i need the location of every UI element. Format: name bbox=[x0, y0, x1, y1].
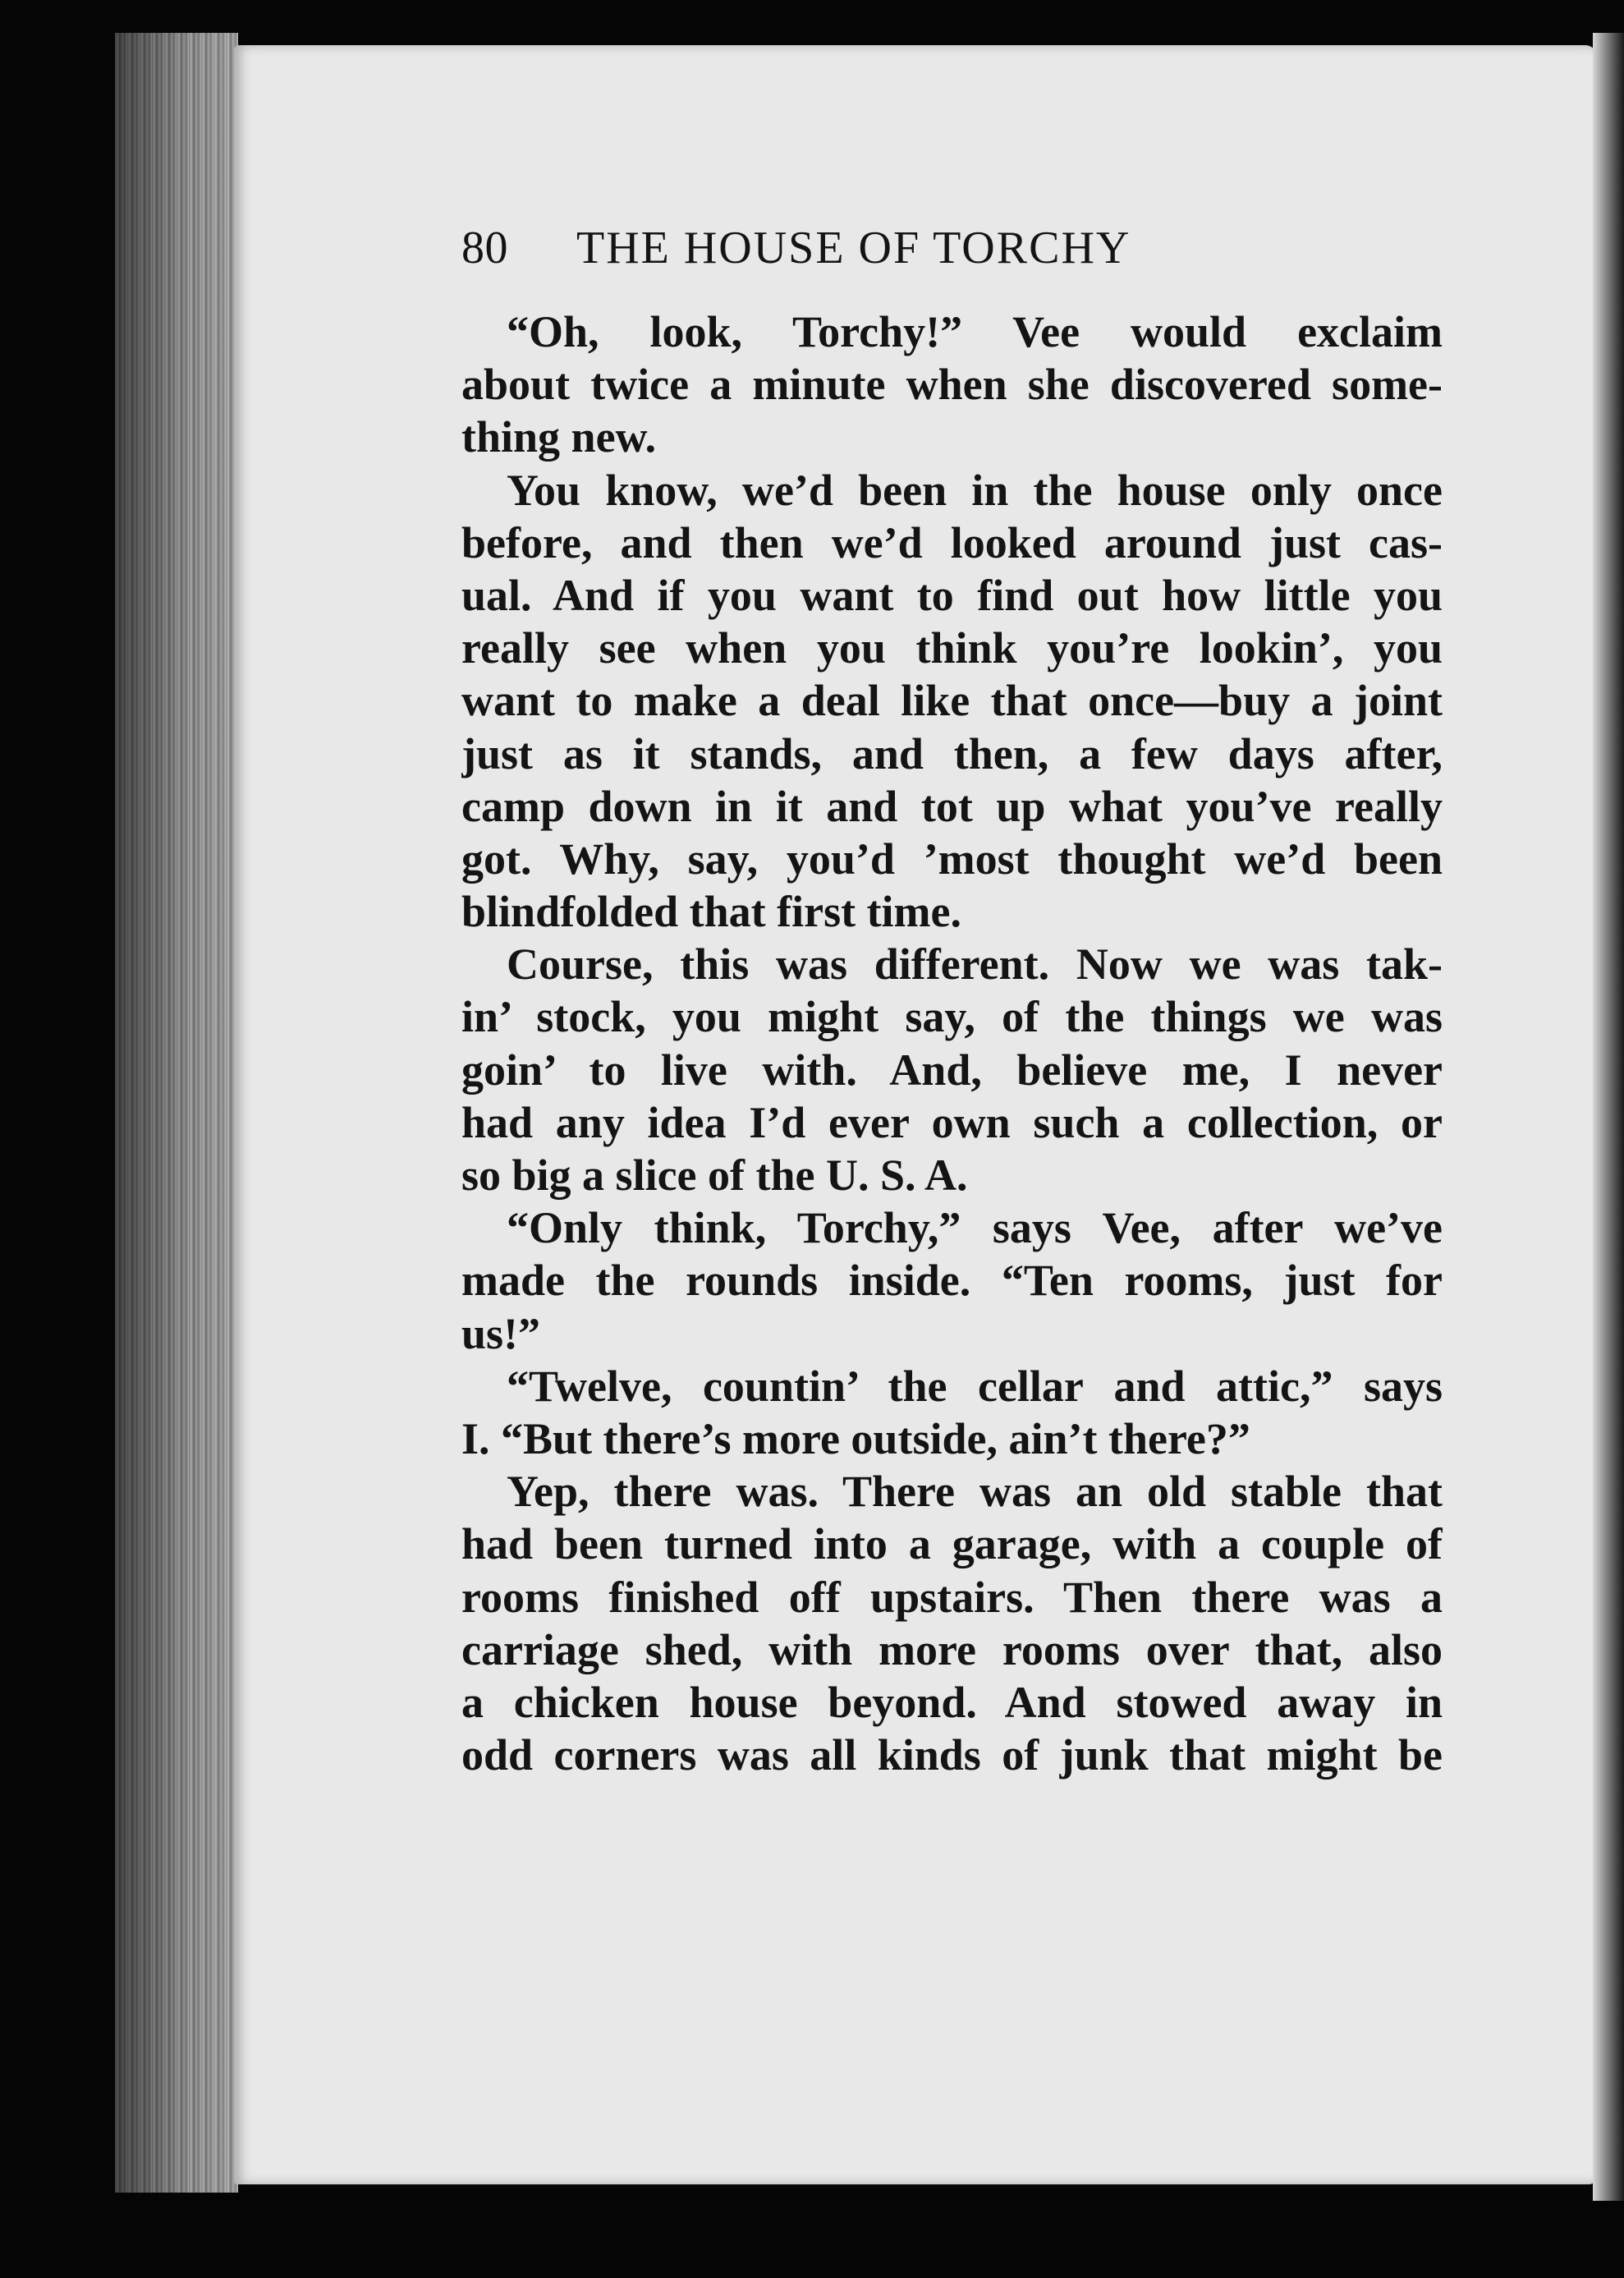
text-line: had been turned into a garage, with a couple of bbox=[461, 1519, 1443, 1569]
text-line: ual. And if you want to find out how little you bbox=[461, 570, 1443, 620]
book-title: THE HOUSE OF TORCHY bbox=[576, 223, 1131, 273]
text-line: so big a slice of the U. S. A. bbox=[461, 1150, 968, 1200]
text-line: thing new. bbox=[461, 412, 657, 462]
text-line: made the rounds inside. “Ten rooms, just for bbox=[461, 1256, 1443, 1306]
body-text bbox=[461, 305, 1443, 1781]
text-line: odd corners was all kinds of junk that might be bbox=[461, 1730, 1443, 1780]
page-text-block bbox=[461, 222, 1443, 1781]
text-line: Yep, there was. There was an old stable that bbox=[507, 1467, 1443, 1517]
text-line: just as it stands, and then, a few days after, bbox=[461, 728, 1443, 778]
text-line: “Only think, Torchy,” says Vee, after we’ve bbox=[507, 1203, 1443, 1253]
text-line: blindfolded that first time. bbox=[461, 887, 962, 937]
text-line: before, and then we’d looked around just cas- bbox=[461, 517, 1443, 567]
page-right-edge bbox=[1593, 33, 1624, 2201]
text-line: goin’ to live with. And, believe me, I never bbox=[461, 1045, 1443, 1095]
text-line: got. Why, say, you’d ’most thought we’d been bbox=[461, 834, 1443, 884]
text-line: want to make a deal like that once—buy a joint bbox=[461, 676, 1443, 726]
page-number: 80 bbox=[461, 223, 508, 273]
text-line: us!” bbox=[461, 1308, 541, 1358]
text-line: had any idea I’d ever own such a collection, or bbox=[461, 1097, 1443, 1147]
text-line: “Twelve, countin’ the cellar and attic,” says bbox=[507, 1361, 1443, 1411]
text-line: “Oh, look, Torchy!” Vee would exclaim bbox=[507, 307, 1443, 356]
text-line: really see when you think you’re lookin’, you bbox=[461, 623, 1443, 673]
text-line: in’ stock, you might say, of the things we was bbox=[461, 992, 1443, 1042]
text-line: carriage shed, with more rooms over that, also bbox=[461, 1624, 1443, 1674]
text-line: camp down in it and tot up what you’ve really bbox=[461, 781, 1443, 831]
text-line: about twice a minute when she discovered some- bbox=[461, 360, 1443, 410]
text-line: a chicken house beyond. And stowed away in bbox=[461, 1677, 1443, 1727]
text-line: You know, we’d been in the house only once bbox=[507, 465, 1443, 515]
text-line: I. “But there’s more outside, ain’t there?” bbox=[461, 1413, 1250, 1463]
running-head bbox=[461, 222, 1443, 287]
text-line: rooms finished off upstairs. Then there was a bbox=[461, 1572, 1443, 1622]
text-line: Course, this was different. Now we was tak- bbox=[507, 939, 1443, 990]
binding-shadow bbox=[115, 33, 238, 2193]
